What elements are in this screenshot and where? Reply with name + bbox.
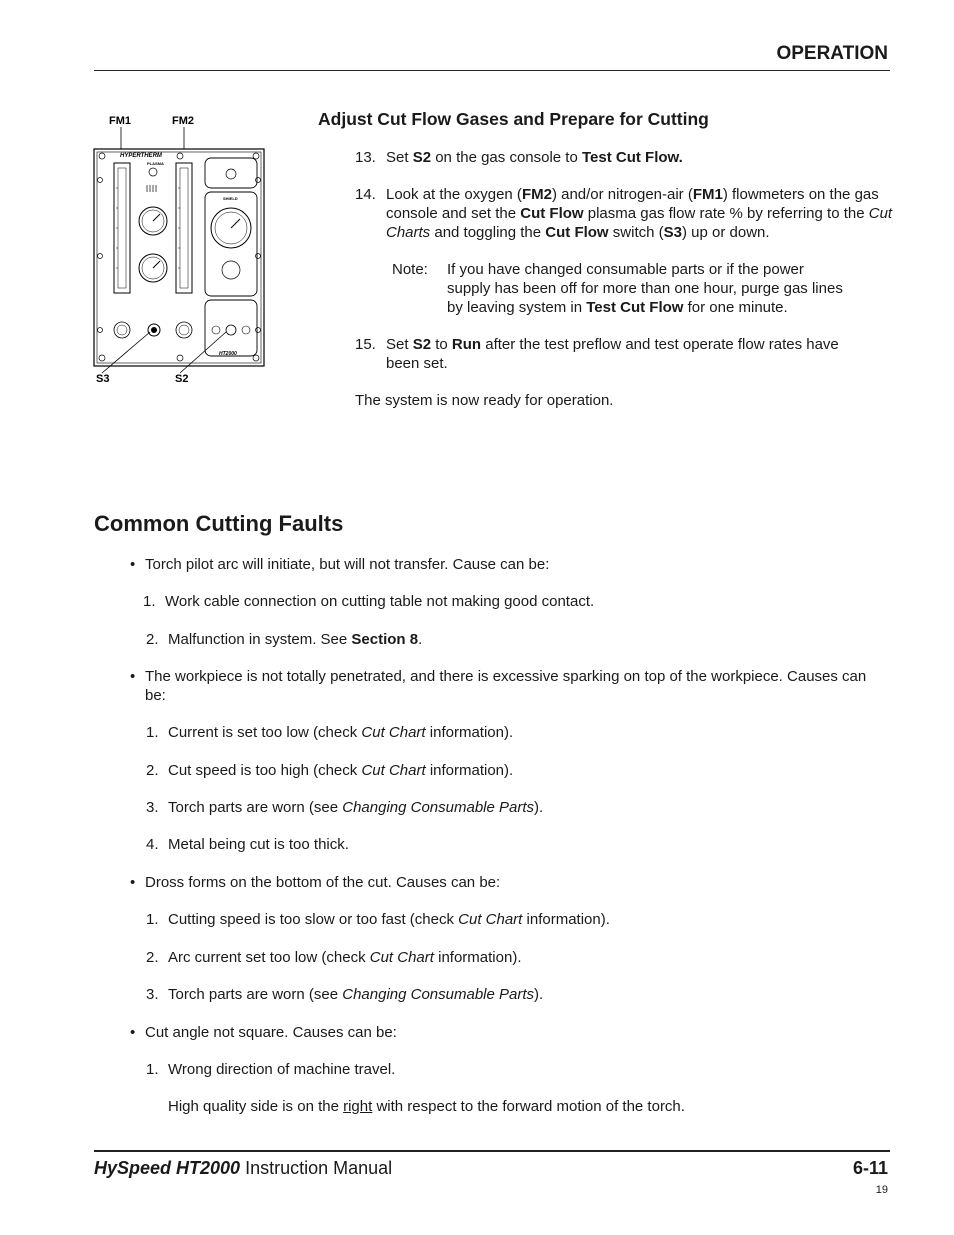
step-15: 15. Set S2 to Run after the test preflow and test operate flow rates have been set. (355, 336, 839, 372)
fault-2-item-4: 4. Metal being cut is too thick. (146, 836, 349, 853)
fault-2-item-3: 3. Torch parts are worn (see Changing Consumable Parts). (146, 799, 544, 816)
fault-2-item-1: 1. Current is set too low (check Cut Chart information). (146, 724, 514, 741)
step-13: 13. Set S2 on the gas console to Test Cut Flow. (355, 149, 683, 166)
step-14: 14. Look at the oxygen (FM2) and/or nitrogen-air (FM1) flowmeters on the gas console and set the Cut Flow plasma gas flow rate % by referring to the Cut Charts and toggling the Cut Flow switch (S3) up or down. (355, 186, 893, 241)
fault-3-item-2: 2. Arc current set too low (check Cut Chart information). (146, 949, 522, 966)
footer-manual-title (94, 1158, 392, 1179)
fault-1-item-1: 1. Work cable connection on cutting table not making good contact. (143, 593, 595, 610)
panel-model: HT2000 (219, 351, 237, 357)
fault-4-extra: High quality side is on the right with respect to the forward motion of the torch. (168, 1098, 685, 1115)
fault-bullet-1: • Torch pilot arc will initiate, but will not transfer. Cause can be: (130, 556, 550, 573)
label-s2: S2 (175, 373, 189, 385)
section-title-adjust-cut-flow: Adjust Cut Flow Gases and Prepare for Cutting (318, 109, 709, 129)
closing-text: The system is now ready for operation. (355, 392, 614, 409)
footer-brand: HySpeed HT2000 (94, 1158, 241, 1178)
label-fm2: FM2 (172, 115, 194, 127)
fault-3-item-3: 3. Torch parts are worn (see Changing Consumable Parts). (146, 986, 544, 1003)
fault-bullet-4: • Cut angle not square. Causes can be: (130, 1024, 397, 1041)
page-number: 19 (875, 1184, 888, 1196)
footer-rule (94, 1150, 890, 1152)
fault-bullet-2: • The workpiece is not totally penetrated, and there is excessive sparking on top of the workpiece. Causes can be: (130, 668, 867, 704)
label-fm1: FM1 (109, 115, 131, 127)
label-s3: S3 (96, 373, 110, 385)
fault-2-item-2: 2. Cut speed is too high (check Cut Chart information). (146, 762, 514, 779)
fault-1-item-2: 2. Malfunction in system. See Section 8. (146, 631, 423, 648)
fault-3-item-1: 1. Cutting speed is too slow or too fast (check Cut Chart information). (146, 911, 610, 928)
gas-console-drawing (92, 108, 272, 388)
header-section-title: OPERATION (776, 43, 888, 64)
panel-plasma: PLASMA (147, 161, 164, 166)
panel-brand: HYPERTHERM (120, 153, 162, 159)
header-rule (94, 70, 890, 71)
fault-4-item-1: 1. Wrong direction of machine travel. (146, 1061, 396, 1078)
gas-console-diagram (92, 108, 272, 388)
fault-bullet-3: • Dross forms on the bottom of the cut. Causes can be: (130, 874, 501, 891)
section-title-common-cutting-faults: Common Cutting Faults (94, 511, 344, 536)
panel-shield: SHIELD (223, 196, 238, 201)
footer-title: Instruction Manual (240, 1158, 393, 1178)
note: Note: If you have changed consumable parts or if the power supply has been off for more than one hour, purge gas lines by leaving system in Test Cut Flow for one minute. (392, 261, 843, 316)
footer-section-page: 6-11 (852, 1158, 888, 1178)
